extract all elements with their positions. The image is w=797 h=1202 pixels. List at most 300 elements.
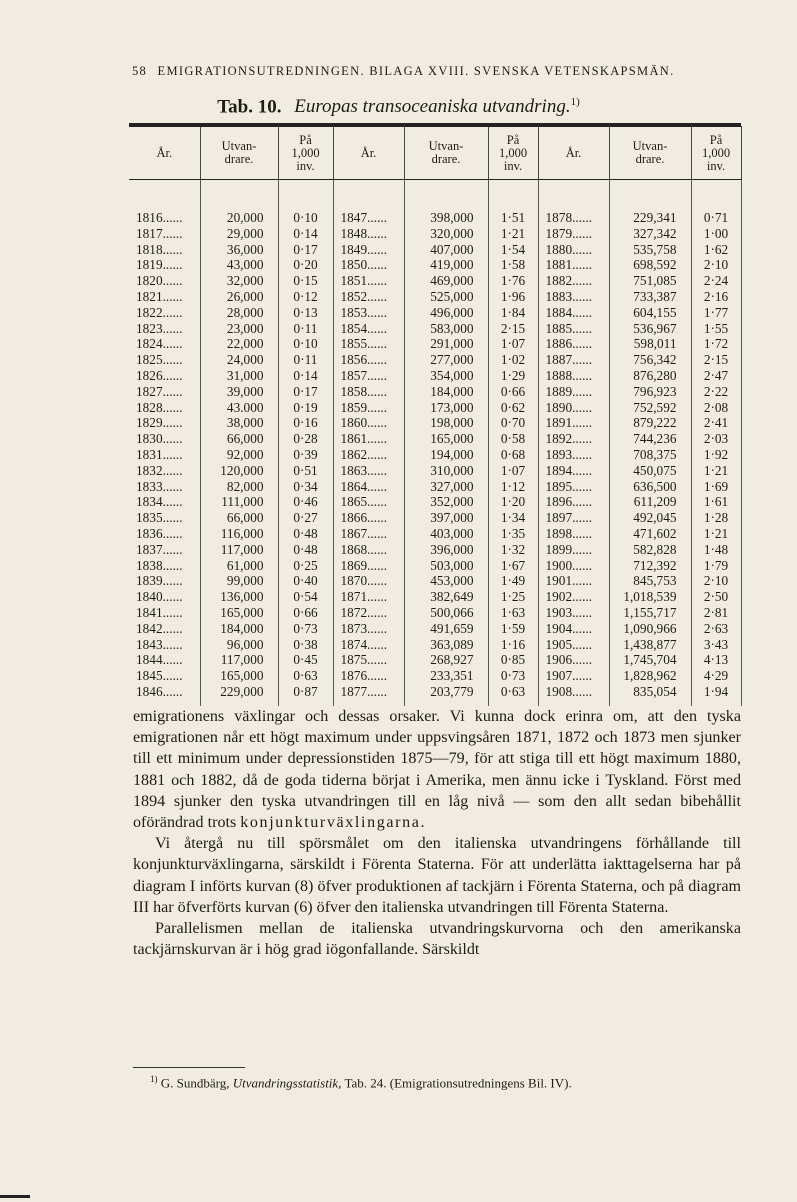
- header-year-3: År.: [538, 127, 609, 180]
- year-cell: 1834......: [136, 494, 183, 510]
- year-cell: 1858......: [333, 384, 404, 400]
- rate-cell: 2·22: [691, 384, 741, 400]
- leader-dots: ......: [162, 636, 183, 652]
- spaced-word: konjunkturväxlingarna.: [240, 814, 427, 832]
- year-cell: 1883......: [538, 289, 609, 305]
- leader-dots: ......: [367, 478, 388, 494]
- leader-dots: ......: [162, 241, 183, 257]
- table-row: [129, 494, 741, 510]
- leader-dots: ......: [162, 415, 183, 431]
- table-row: [129, 226, 741, 242]
- year-cell: 1904......: [538, 621, 609, 637]
- year-cell: 1889......: [538, 384, 609, 400]
- emigrants-cell: 403,000: [404, 526, 488, 542]
- emigrants-cell: 20,000: [200, 180, 278, 226]
- year-cell: 1816......: [136, 210, 183, 225]
- emigrants-cell: 1,155,717: [609, 605, 691, 621]
- rate-cell: 0·19: [278, 400, 333, 416]
- rate-cell: 0·14: [278, 226, 333, 242]
- emigrants-cell: 469,000: [404, 273, 488, 289]
- leader-dots: ......: [367, 510, 388, 526]
- year-cell: 1818......: [136, 241, 183, 257]
- leader-dots: ......: [572, 652, 593, 668]
- rate-cell: 1·21: [691, 526, 741, 542]
- rate-cell: 1·77: [691, 305, 741, 321]
- leader-dots: ......: [572, 573, 593, 589]
- emigrants-cell: 31,000: [200, 368, 278, 384]
- emigrants-cell: 708,375: [609, 447, 691, 463]
- rate-cell: 0·11: [278, 321, 333, 337]
- emigrants-cell: 756,342: [609, 352, 691, 368]
- rate-cell: 3·43: [691, 637, 741, 653]
- rate-cell: 0·70: [488, 415, 538, 431]
- leader-dots: ......: [367, 668, 388, 684]
- leader-dots: ......: [572, 683, 593, 699]
- emigrants-cell: 583,000: [404, 321, 488, 337]
- emigrants-cell: 496,000: [404, 305, 488, 321]
- emigrants-cell: 165,000: [404, 431, 488, 447]
- emigrants-cell: 66,000: [200, 431, 278, 447]
- leader-dots: ......: [572, 494, 593, 510]
- rate-cell: 2·41: [691, 415, 741, 431]
- emigrants-cell: 61,000: [200, 558, 278, 574]
- year-cell: 1832......: [136, 462, 183, 478]
- year-cell: 1897......: [538, 510, 609, 526]
- year-cell: 1871......: [333, 589, 404, 605]
- emigrants-cell: 491,659: [404, 621, 488, 637]
- table-row: [129, 526, 741, 542]
- year-cell: 1853......: [333, 305, 404, 321]
- emigrants-cell: 712,392: [609, 558, 691, 574]
- rate-cell: 0·11: [278, 352, 333, 368]
- leader-dots: ......: [572, 210, 593, 225]
- running-head: [132, 64, 742, 79]
- year-cell: 1823......: [136, 320, 183, 336]
- table-row: [129, 400, 741, 416]
- leader-dots: ......: [572, 320, 593, 336]
- rate-cell: 0·63: [278, 668, 333, 684]
- emigrants-cell: 598,011: [609, 336, 691, 352]
- year-cell: 1888......: [538, 368, 609, 384]
- year-cell: 1865......: [333, 494, 404, 510]
- year-cell: 1864......: [333, 479, 404, 495]
- rate-cell: 2·10: [691, 257, 741, 273]
- rate-cell: 0·13: [278, 305, 333, 321]
- table-row: [129, 573, 741, 589]
- leader-dots: ......: [572, 225, 593, 241]
- year-cell: 1878......: [538, 180, 609, 226]
- running-title: EMIGRATIONSUTREDNINGEN. BILAGA XVIII. SVENSKA VETENSKAPSMÄN.: [157, 64, 675, 78]
- rate-cell: 1·35: [488, 526, 538, 542]
- year-cell: 1857......: [333, 368, 404, 384]
- rate-cell: 0·58: [488, 431, 538, 447]
- emigrants-cell: 165,000: [200, 668, 278, 684]
- table-row: [129, 652, 741, 668]
- rate-cell: 0·28: [278, 431, 333, 447]
- year-cell: 1891......: [538, 415, 609, 431]
- rate-cell: 0·63: [488, 684, 538, 706]
- leader-dots: ......: [367, 367, 388, 383]
- rate-cell: 1·61: [691, 494, 741, 510]
- rate-cell: 1·84: [488, 305, 538, 321]
- rate-cell: 0·38: [278, 637, 333, 653]
- rate-cell: 0·10: [278, 336, 333, 352]
- table-row: [129, 605, 741, 621]
- year-cell: 1822......: [136, 304, 183, 320]
- leader-dots: ......: [162, 446, 183, 462]
- rate-cell: 1·32: [488, 542, 538, 558]
- year-cell: 1828......: [136, 399, 183, 415]
- rate-cell: 2·08: [691, 400, 741, 416]
- leader-dots: ......: [367, 304, 388, 320]
- leader-dots: ......: [572, 304, 593, 320]
- leader-dots: ......: [367, 462, 388, 478]
- emigrants-cell: 503,000: [404, 558, 488, 574]
- rate-cell: 0·48: [278, 542, 333, 558]
- year-cell: 1880......: [538, 242, 609, 258]
- table-title: [0, 96, 797, 118]
- emigrants-cell: 471,602: [609, 526, 691, 542]
- year-cell: 1839......: [136, 573, 183, 589]
- table-row: [129, 180, 741, 226]
- leader-dots: ......: [572, 668, 593, 684]
- leader-dots: ......: [572, 604, 593, 620]
- leader-dots: ......: [367, 652, 388, 668]
- emigrants-cell: 229,341: [609, 180, 691, 226]
- leader-dots: ......: [162, 494, 183, 510]
- leader-dots: ......: [367, 683, 388, 699]
- table-header-row: [129, 127, 741, 180]
- year-cell: 1892......: [538, 431, 609, 447]
- emigrants-cell: 1,438,877: [609, 637, 691, 653]
- leader-dots: ......: [367, 494, 388, 510]
- year-cell: 1905......: [538, 637, 609, 653]
- year-cell: 1844......: [136, 652, 183, 668]
- leader-dots: ......: [367, 525, 388, 541]
- rate-cell: 1·02: [488, 352, 538, 368]
- rate-cell: 1·96: [488, 289, 538, 305]
- year-cell: 1824......: [136, 336, 183, 352]
- emigrants-cell: 876,280: [609, 368, 691, 384]
- rate-cell: 0·25: [278, 558, 333, 574]
- rate-cell: 1·21: [488, 226, 538, 242]
- emigrants-cell: 752,592: [609, 400, 691, 416]
- table-row: [129, 273, 741, 289]
- year-cell: 1837......: [136, 541, 183, 557]
- footnote: [150, 1074, 745, 1091]
- emigrants-cell: 450,075: [609, 463, 691, 479]
- emigrants-cell: 407,000: [404, 242, 488, 258]
- year-cell: 1866......: [333, 510, 404, 526]
- year-cell: 1851......: [333, 273, 404, 289]
- year-cell: 1868......: [333, 542, 404, 558]
- leader-dots: ......: [572, 446, 593, 462]
- emigrants-cell: 184,000: [200, 621, 278, 637]
- table-title-text: Europas transoceaniska utvandring.: [294, 96, 571, 118]
- rate-cell: 0·68: [488, 447, 538, 463]
- rate-cell: 0·54: [278, 589, 333, 605]
- emigrants-cell: 184,000: [404, 384, 488, 400]
- table-row: [129, 415, 741, 431]
- emigrants-cell: 363,089: [404, 637, 488, 653]
- leader-dots: ......: [162, 210, 183, 225]
- year-cell: 1869......: [333, 558, 404, 574]
- header-rate-2: På 1,000 inv.: [488, 127, 538, 180]
- leader-dots: ......: [572, 589, 593, 605]
- rate-cell: 1·25: [488, 589, 538, 605]
- table-row: [129, 431, 741, 447]
- table-row: [129, 289, 741, 305]
- emigrants-cell: 536,967: [609, 321, 691, 337]
- year-cell: 1885......: [538, 321, 609, 337]
- table-row: [129, 621, 741, 637]
- rate-cell: 0·51: [278, 463, 333, 479]
- emigrants-cell: 43,000: [200, 257, 278, 273]
- rate-cell: 0·40: [278, 573, 333, 589]
- emigrants-cell: 66,000: [200, 510, 278, 526]
- year-cell: 1826......: [136, 367, 183, 383]
- emigrants-cell: 268,927: [404, 652, 488, 668]
- table-label: Tab. 10.: [217, 96, 282, 118]
- rate-cell: 1·55: [691, 321, 741, 337]
- leader-dots: ......: [367, 225, 388, 241]
- header-year-1: År.: [129, 127, 200, 180]
- year-cell: 1876......: [333, 668, 404, 684]
- emigrants-cell: 582,828: [609, 542, 691, 558]
- leader-dots: ......: [367, 415, 388, 431]
- rate-cell: 2·03: [691, 431, 741, 447]
- year-cell: 1829......: [136, 415, 183, 431]
- emigrants-cell: 397,000: [404, 510, 488, 526]
- leader-dots: ......: [367, 589, 388, 605]
- year-cell: 1854......: [333, 321, 404, 337]
- header-rate-3: På 1,000 inv.: [691, 127, 741, 180]
- emigration-table: [129, 123, 742, 706]
- year-cell: 1896......: [538, 494, 609, 510]
- leader-dots: ......: [162, 273, 183, 289]
- rate-cell: 1·21: [691, 463, 741, 479]
- table-row: [129, 684, 741, 706]
- emigrants-cell: 96,000: [200, 637, 278, 653]
- rate-cell: 1·69: [691, 479, 741, 495]
- year-cell: 1898......: [538, 526, 609, 542]
- emigrants-cell: 29,000: [200, 226, 278, 242]
- rate-cell: 0·10: [278, 180, 333, 226]
- year-cell: 1908......: [538, 684, 609, 706]
- rate-cell: 2·47: [691, 368, 741, 384]
- emigrants-cell: 291,000: [404, 336, 488, 352]
- year-cell: 1838......: [136, 557, 183, 573]
- leader-dots: ......: [367, 573, 388, 589]
- leader-dots: ......: [572, 462, 593, 478]
- rate-cell: 0·27: [278, 510, 333, 526]
- leader-dots: ......: [162, 336, 183, 352]
- leader-dots: ......: [162, 257, 183, 273]
- leader-dots: ......: [162, 352, 183, 368]
- year-cell: 1901......: [538, 573, 609, 589]
- paragraph-1: emigrationens växlingar och dessas orsaker. Vi kunna dock erinra om, att den tyska emigrationen når ett högt maximum under uppsvingsåren 1871, 1872 och 1873 men sjunker till ett minimum under depressionstiden 1875—79, för att stiga till ett högt maximum 1880, 1881 och 1882, då de goda tiderna börjat i Amerika, men ännu icke i Tyskland. Först med 1894 sjunker den tyska utvandringen till en låg nivå — som den allt sedan bibehållit oförändrad trots konjunkturväxlingarna.: [133, 708, 741, 832]
- emigrants-cell: 111,000: [200, 494, 278, 510]
- rate-cell: 1·72: [691, 336, 741, 352]
- table-row: [129, 242, 741, 258]
- year-cell: 1846......: [136, 683, 183, 699]
- leader-dots: ......: [572, 525, 593, 541]
- leader-dots: ......: [162, 652, 183, 668]
- leader-dots: ......: [162, 225, 183, 241]
- year-cell: 1836......: [136, 525, 183, 541]
- leader-dots: ......: [572, 367, 593, 383]
- year-cell: 1852......: [333, 289, 404, 305]
- leader-dots: ......: [367, 336, 388, 352]
- emigrants-cell: 1,018,539: [609, 589, 691, 605]
- rate-cell: 1·58: [488, 257, 538, 273]
- rate-cell: 4·13: [691, 652, 741, 668]
- leader-dots: ......: [162, 573, 183, 589]
- year-cell: 1899......: [538, 542, 609, 558]
- leader-dots: ......: [162, 604, 183, 620]
- emigrants-cell: 419,000: [404, 257, 488, 273]
- emigrants-cell: 733,387: [609, 289, 691, 305]
- year-cell: 1877......: [333, 684, 404, 706]
- table-body: [129, 180, 741, 706]
- emigrants-cell: 99,000: [200, 573, 278, 589]
- year-cell: 1867......: [333, 526, 404, 542]
- footnote-rest: Tab. 24. (Emigrationsutredningens Bil. IV).: [344, 1075, 572, 1091]
- rate-cell: 0·87: [278, 684, 333, 706]
- header-year-2: År.: [333, 127, 404, 180]
- footnote-rule: [133, 1067, 245, 1068]
- rate-cell: 1·94: [691, 684, 741, 706]
- emigrants-cell: 117,000: [200, 542, 278, 558]
- emigrants-cell: 835,054: [609, 684, 691, 706]
- rate-cell: 1·48: [691, 542, 741, 558]
- rate-cell: 2·50: [691, 589, 741, 605]
- table-row: [129, 510, 741, 526]
- emigrants-cell: 117,000: [200, 652, 278, 668]
- emigrants-cell: 92,000: [200, 447, 278, 463]
- leader-dots: ......: [572, 257, 593, 273]
- emigrants-cell: 354,000: [404, 368, 488, 384]
- emigrants-cell: 398,000: [404, 180, 488, 226]
- emigrants-cell: 120,000: [200, 463, 278, 479]
- leader-dots: ......: [162, 541, 183, 557]
- year-cell: 1825......: [136, 352, 183, 368]
- year-cell: 1873......: [333, 621, 404, 637]
- year-cell: 1906......: [538, 652, 609, 668]
- leader-dots: ......: [572, 273, 593, 289]
- rate-cell: 0·16: [278, 415, 333, 431]
- table-row: [129, 558, 741, 574]
- year-cell: 1894......: [538, 463, 609, 479]
- leader-dots: ......: [367, 352, 388, 368]
- year-cell: 1882......: [538, 273, 609, 289]
- rate-cell: 0·66: [488, 384, 538, 400]
- rate-cell: 0·62: [488, 400, 538, 416]
- rate-cell: 1·29: [488, 368, 538, 384]
- rate-cell: 0·17: [278, 242, 333, 258]
- year-cell: 1902......: [538, 589, 609, 605]
- leader-dots: ......: [162, 383, 183, 399]
- year-cell: 1830......: [136, 431, 183, 447]
- year-cell: 1903......: [538, 605, 609, 621]
- leader-dots: ......: [367, 399, 388, 415]
- rate-cell: 2·15: [488, 321, 538, 337]
- leader-dots: ......: [367, 446, 388, 462]
- year-cell: 1835......: [136, 510, 183, 526]
- table-row: [129, 305, 741, 321]
- emigrants-cell: 396,000: [404, 542, 488, 558]
- year-cell: 1859......: [333, 400, 404, 416]
- leader-dots: ......: [572, 383, 593, 399]
- leader-dots: ......: [367, 257, 388, 273]
- emigrants-cell: 233,351: [404, 668, 488, 684]
- table-row: [129, 257, 741, 273]
- leader-dots: ......: [367, 604, 388, 620]
- leader-dots: ......: [572, 620, 593, 636]
- year-cell: 1833......: [136, 478, 183, 494]
- leader-dots: ......: [162, 462, 183, 478]
- emigrants-cell: 43.000: [200, 400, 278, 416]
- rate-cell: 0·14: [278, 368, 333, 384]
- table-footnote-ref: 1): [570, 96, 580, 108]
- leader-dots: ......: [162, 525, 183, 541]
- year-cell: 1886......: [538, 336, 609, 352]
- header-emigrants-1: Utvan- drare.: [200, 127, 278, 180]
- header-rate-1: På 1,000 inv.: [278, 127, 333, 180]
- emigrants-cell: 23,000: [200, 321, 278, 337]
- emigrants-cell: 1,828,962: [609, 668, 691, 684]
- emigrants-cell: 636,500: [609, 479, 691, 495]
- emigrants-cell: 535,758: [609, 242, 691, 258]
- year-cell: 1881......: [538, 257, 609, 273]
- emigrants-cell: 744,236: [609, 431, 691, 447]
- emigrants-cell: 136,000: [200, 589, 278, 605]
- rate-cell: 0·46: [278, 494, 333, 510]
- year-cell: 1850......: [333, 257, 404, 273]
- emigrants-cell: 525,000: [404, 289, 488, 305]
- rate-cell: 2·24: [691, 273, 741, 289]
- table-row: [129, 384, 741, 400]
- header-emigrants-2: Utvan- drare.: [404, 127, 488, 180]
- emigrants-cell: 39,000: [200, 384, 278, 400]
- emigrants-cell: 492,045: [609, 510, 691, 526]
- emigrants-cell: 320,000: [404, 226, 488, 242]
- leader-dots: ......: [367, 320, 388, 336]
- rate-cell: 4·29: [691, 668, 741, 684]
- emigrants-cell: 382,649: [404, 589, 488, 605]
- emigrants-cell: 28,000: [200, 305, 278, 321]
- rate-cell: 1·92: [691, 447, 741, 463]
- year-cell: 1848......: [333, 226, 404, 242]
- year-cell: 1900......: [538, 558, 609, 574]
- rate-cell: 0·73: [488, 668, 538, 684]
- year-cell: 1890......: [538, 400, 609, 416]
- table-row: [129, 352, 741, 368]
- rate-cell: 0·34: [278, 479, 333, 495]
- emigrants-cell: 26,000: [200, 289, 278, 305]
- leader-dots: ......: [572, 431, 593, 447]
- year-cell: 1893......: [538, 447, 609, 463]
- year-cell: 1827......: [136, 383, 183, 399]
- rate-cell: 2·16: [691, 289, 741, 305]
- leader-dots: ......: [572, 510, 593, 526]
- emigrants-cell: 845,753: [609, 573, 691, 589]
- emigrants-cell: 1,090,966: [609, 621, 691, 637]
- footnote-marker: 1): [150, 1074, 158, 1084]
- emigrants-cell: 796,923: [609, 384, 691, 400]
- leader-dots: ......: [572, 478, 593, 494]
- rate-cell: 0·66: [278, 605, 333, 621]
